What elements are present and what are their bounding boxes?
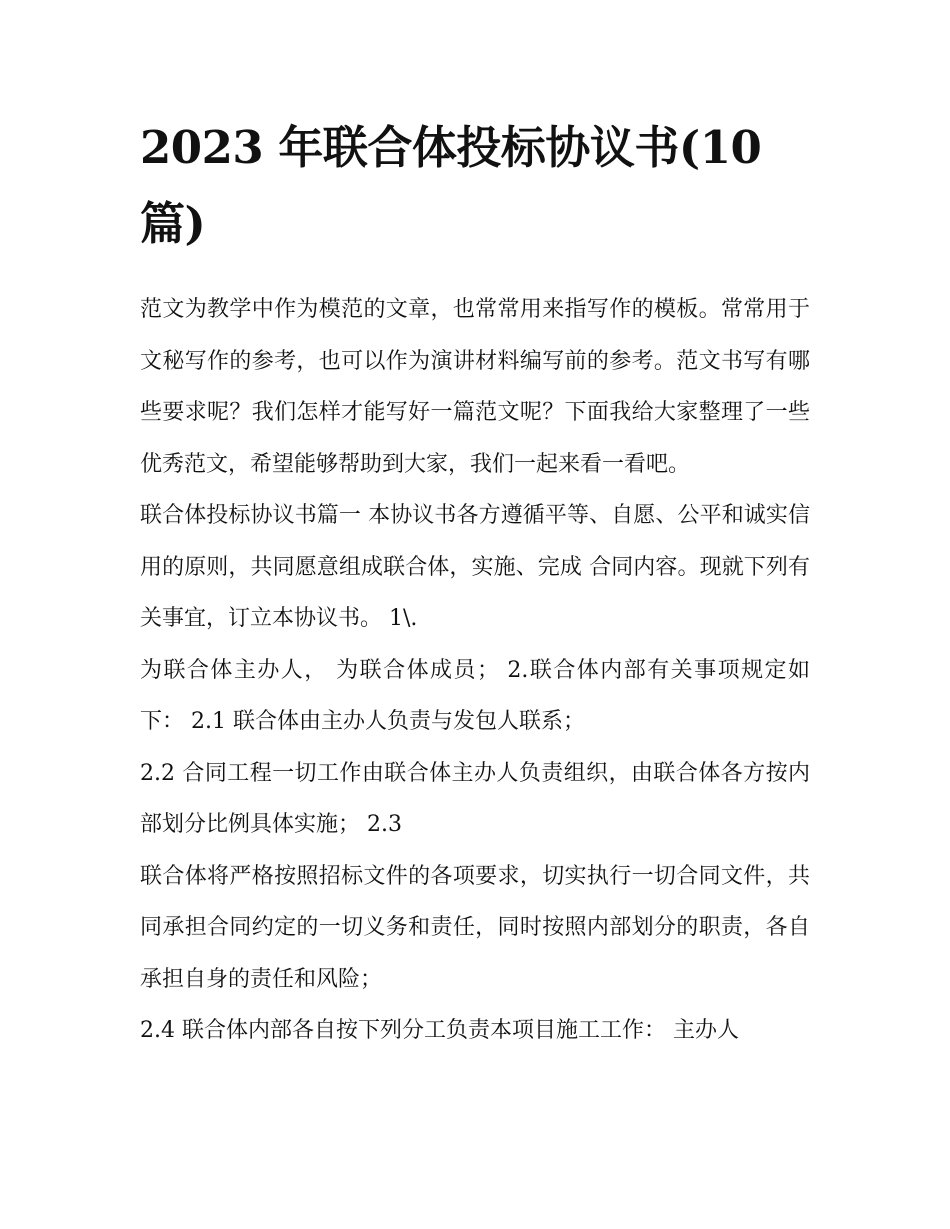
document-body <box>140 284 830 1057</box>
paragraph-clause-2-2: 2.2 合同工程一切工作由联合体主办人负责组织，由联合体各方按内部划分比例具体实施； 2.3 <box>140 760 810 837</box>
document-page <box>140 110 830 1057</box>
document-title: 2023 年联合体投标协议书(10 篇) <box>140 121 762 250</box>
paragraph-clause-2-3: 联合体将严格按照招标文件的各项要求，切实执行一切合同文件，共同承担合同约定的一切义务和责任，同时按照内部划分的职责，各自承担自身的责任和风险； <box>140 863 810 992</box>
paragraph-clause-2-4: 2.4 联合体内部各自按下列分工负责本项目施工工作： 主办人 <box>140 1018 739 1043</box>
paragraph-intro: 范文为教学中作为模范的文章，也常常用来指写作的模板。常常用于文秘写作的参考，也可以作为演讲材料编写前的参考。范文书写有哪些要求呢？我们怎样才能写好一篇范文呢？下面我给大家整理了一些优秀范文，希望能够帮助到大家，我们一起来看一看吧。 <box>140 297 810 477</box>
paragraph-clause-2-1: 为联合体主办人， 为联合体成员； 2.联合体内部有关事项规定如下： 2.1 联合体由主办人负责与发包人联系； <box>140 657 810 734</box>
paragraph-agreement-intro: 联合体投标协议书篇一 本协议书各方遵循平等、自愿、公平和诚实信用的原则，共同愿意组成联合体，实施、完成 合同内容。现就下列有关事宜，订立本协议书。 1\. <box>140 503 810 631</box>
